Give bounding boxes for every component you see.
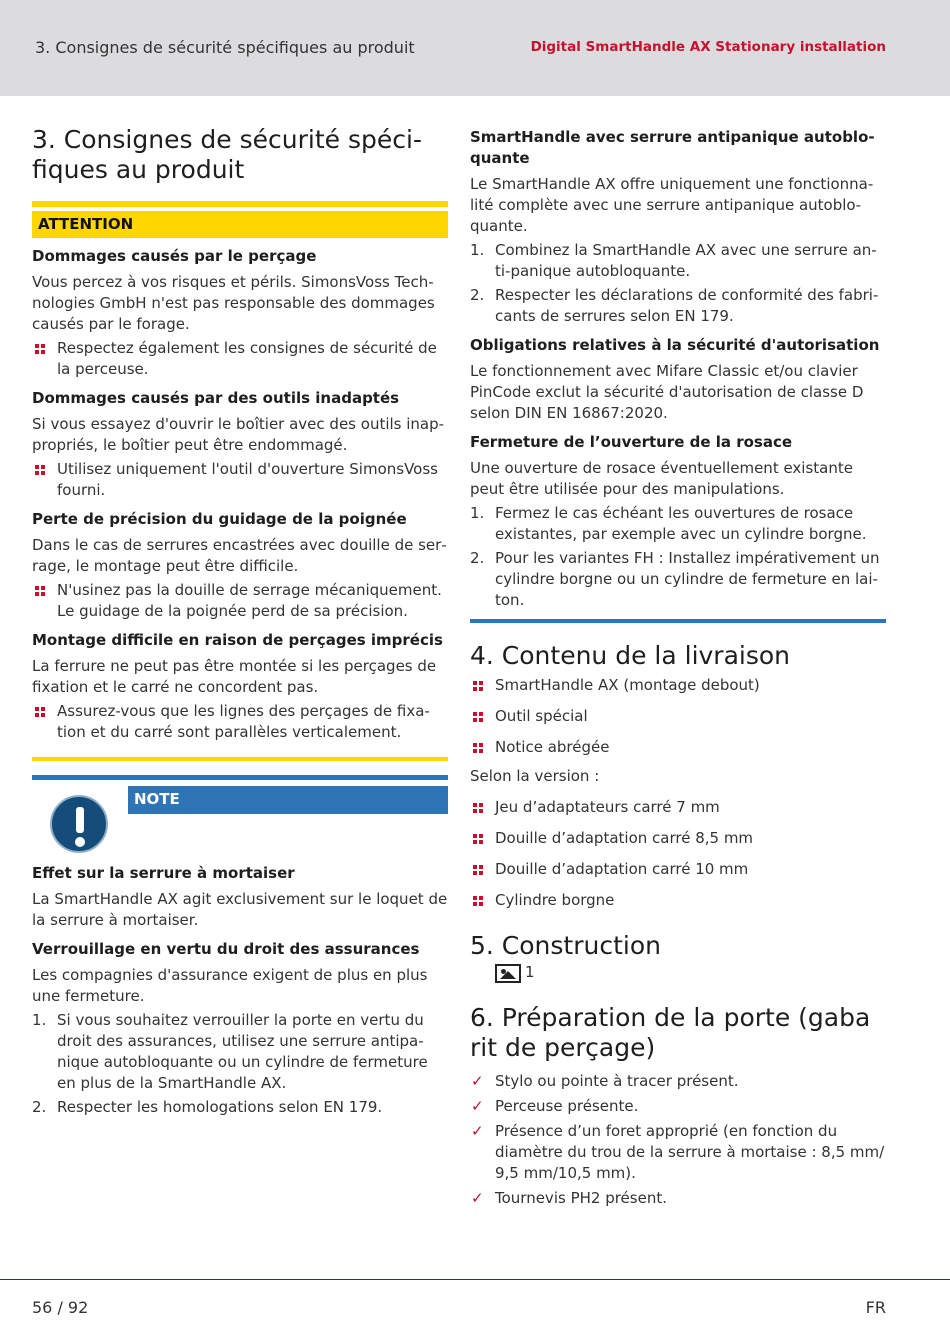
list-item-text: Présence d’un foret approprié (en fonction du diamètre du trou de la serrure à mortaise : 8,5 mm/ 9,5 mm/10,5 mm). [495,1122,885,1182]
list-item [470,706,886,727]
panic-lock-heading: SmartHandle avec serrure antipanique autobloquante [470,128,875,167]
step-number: 2. [32,1098,47,1116]
step-text: Si vous souhaitez verrouiller la porte en vertu du droit des assurances, utilisez une serrure antipanique autobloquante ou un cylindre de fermeture en plus de la SmartHandle AX. [57,1011,428,1092]
chapter-title: 3. Consignes de sécurité spécifiques au produit [35,38,415,57]
step-number: 1. [32,1011,47,1029]
rosace-text: Une ouverture de rosace éventuellement existante peut être utilisée pour des manipulations. [470,459,853,498]
panic-lock-text: Le SmartHandle AX offre uniquement une fonctionnalité complète avec une serrure antipanique autobloquante. [470,175,874,235]
page-number: 56 / 92 [32,1298,89,1317]
note-top-rule [32,775,448,780]
attention-heading: Dommages causés par des outils inadaptés [32,389,400,407]
list-item-text: Jeu d’adaptateurs carré 7 mm [495,798,720,816]
authorization-heading: Obligations relatives à la sécurité d'autorisation [470,336,880,354]
language-code: FR [865,1298,886,1317]
list-item [470,1121,886,1184]
red-square-bullet-icon [473,865,483,875]
step-text: Respecter les homologations selon EN 179. [57,1098,383,1116]
list-item [470,548,886,611]
left-column [32,125,448,1118]
list-item [470,1096,886,1117]
attention-heading: Perte de précision du guidage de la poignée [32,510,407,528]
red-square-bullet-icon [473,803,483,813]
image-icon [495,964,521,983]
red-square-bullet-icon [473,834,483,844]
red-square-bullet-icon [35,344,45,354]
list-item-text: Tournevis PH2 présent. [495,1189,667,1207]
red-square-bullet-icon [35,707,45,717]
attention-bottom-rule [32,757,448,761]
section-5-title: 5. Construction [470,931,661,960]
section-4-title: 4. Contenu de la livraison [470,641,791,670]
step-number: 2. [470,286,485,304]
checkmark-icon: ✓ [471,1072,484,1090]
list-item-text: Cylindre borgne [495,891,615,909]
list-item [32,1097,448,1118]
list-item [470,890,886,911]
attention-block-mounting [32,630,448,743]
list-item [470,737,886,758]
list-item [470,859,886,880]
attention-block-tools [32,388,448,501]
red-square-bullet-icon [473,681,483,691]
attention-heading: Montage difficile en raison de perçages imprécis [32,631,443,649]
footer-rule [0,1279,950,1280]
list-item [470,1188,886,1209]
step-number: 1. [470,504,485,522]
note-heading-insurance: Verrouillage en vertu du droit des assurances [32,940,420,958]
section-3-title-line1: 3. Consignes de sécurité spéci- [32,125,422,154]
list-item [470,285,886,327]
panic-lock-steps [470,240,886,327]
attention-top-rule [32,201,448,207]
step-text: Fermez le cas échéant les ouvertures de rosace existantes, par exemple avec un cylindre borgne. [495,504,867,543]
list-item-text: Notice abrégée [495,738,610,756]
list-item [470,503,886,545]
note-box [32,775,448,855]
red-square-bullet-icon [473,712,483,722]
step-text: Combinez la SmartHandle AX avec une serrure anti-panique autobloquante. [495,241,877,280]
checkmark-icon: ✓ [471,1097,484,1115]
rosace-steps [470,503,886,611]
image-reference [495,963,886,985]
section-6-title-line1: 6. Préparation de la porte (gaba [470,1003,871,1032]
list-item [470,797,886,818]
list-item [470,675,886,696]
version-list [470,797,886,911]
note-text-insurance: Les compagnies d'assurance exigent de plus en plus une fermeture. [32,966,428,1005]
step-number: 1. [470,241,485,259]
list-item-text: Outil spécial [495,707,588,725]
list-item-text: Respectez également les consignes de sécurité de la perceuse. [57,339,437,378]
attention-label: ATTENTION [32,211,448,238]
red-square-bullet-icon [35,586,45,596]
list-item [32,580,448,622]
checkmark-icon: ✓ [471,1122,484,1140]
section-6-title-line2: rit de perçage) [470,1033,656,1062]
attention-text: Vous percez à vos risques et périls. SimonsVoss Technologies GmbH n'est pas responsable des dommages causés par le forage. [32,273,435,333]
step-text: Respecter les déclarations de conformité des fabricants de serrures selon EN 179. [495,286,879,325]
product-title: Digital SmartHandle AX Stationary installation [530,39,886,55]
step-number: 2. [470,549,485,567]
list-item-text: Perceuse présente. [495,1097,639,1115]
list-item [32,701,448,743]
section-3-title-line2: fiques au produit [32,155,245,184]
list-item [32,459,448,501]
list-item-text: SmartHandle AX (montage debout) [495,676,760,694]
list-item-text: N'usinez pas la douille de serrage mécaniquement. Le guidage de la poignée perd de sa précision. [57,581,442,620]
attention-block-precision [32,509,448,622]
attention-block-drilling [32,246,448,380]
list-item [470,828,886,849]
insurance-steps [32,1010,448,1118]
step-text: Pour les variantes FH : Installez impérativement un cylindre borgne ou un cylindre de fermeture en laiton. [495,549,880,609]
note-text-mortise: La SmartHandle AX agit exclusivement sur le loquet de la serrure à mortaiser. [32,890,448,929]
list-item [470,1071,886,1092]
red-square-bullet-icon [473,743,483,753]
red-square-bullet-icon [35,465,45,475]
version-label: Selon la version : [470,767,600,785]
page-header [0,0,950,96]
preparation-checklist [470,1071,886,1209]
section-6-title [470,1003,886,1063]
list-item [470,240,886,282]
delivery-list [470,675,886,758]
list-item-text: Douille d’adaptation carré 8,5 mm [495,829,754,847]
attention-text: Dans le cas de serrures encastrées avec douille de serrage, le montage peut être difficile. [32,536,447,575]
right-column [470,119,886,1209]
attention-text: La ferrure ne peut pas être montée si les perçages de fixation et le carré ne concordent pas. [32,657,437,696]
attention-heading: Dommages causés par le perçage [32,247,317,265]
list-item-text: Stylo ou pointe à tracer présent. [495,1072,739,1090]
section-3-title [32,125,448,185]
exclamation-circle-icon [50,795,108,853]
note-label: NOTE [128,786,448,814]
rosace-heading: Fermeture de l’ouverture de la rosace [470,433,793,451]
list-item [32,338,448,380]
checkmark-icon: ✓ [471,1189,484,1207]
list-item-text: Douille d’adaptation carré 10 mm [495,860,749,878]
authorization-text: Le fonctionnement avec Mifare Classic et/ou clavier PinCode exclut la sécurité d'autorisation de classe D selon DIN EN 16867:2020. [470,362,864,422]
red-square-bullet-icon [473,896,483,906]
list-item-text: Assurez-vous que les lignes des perçages de fixation et du carré sont parallèles verticalement. [57,702,430,741]
note-heading-mortise: Effet sur la serrure à mortaiser [32,864,295,882]
attention-text: Si vous essayez d'ouvrir le boîtier avec des outils inappropriés, le boîtier peut être endommagé. [32,415,445,454]
list-item-text: Utilisez uniquement l'outil d'ouverture SimonsVoss fourni. [57,460,438,499]
list-item [32,1010,448,1094]
image-ref-number: 1 [525,963,535,981]
note-end-rule [470,619,886,623]
